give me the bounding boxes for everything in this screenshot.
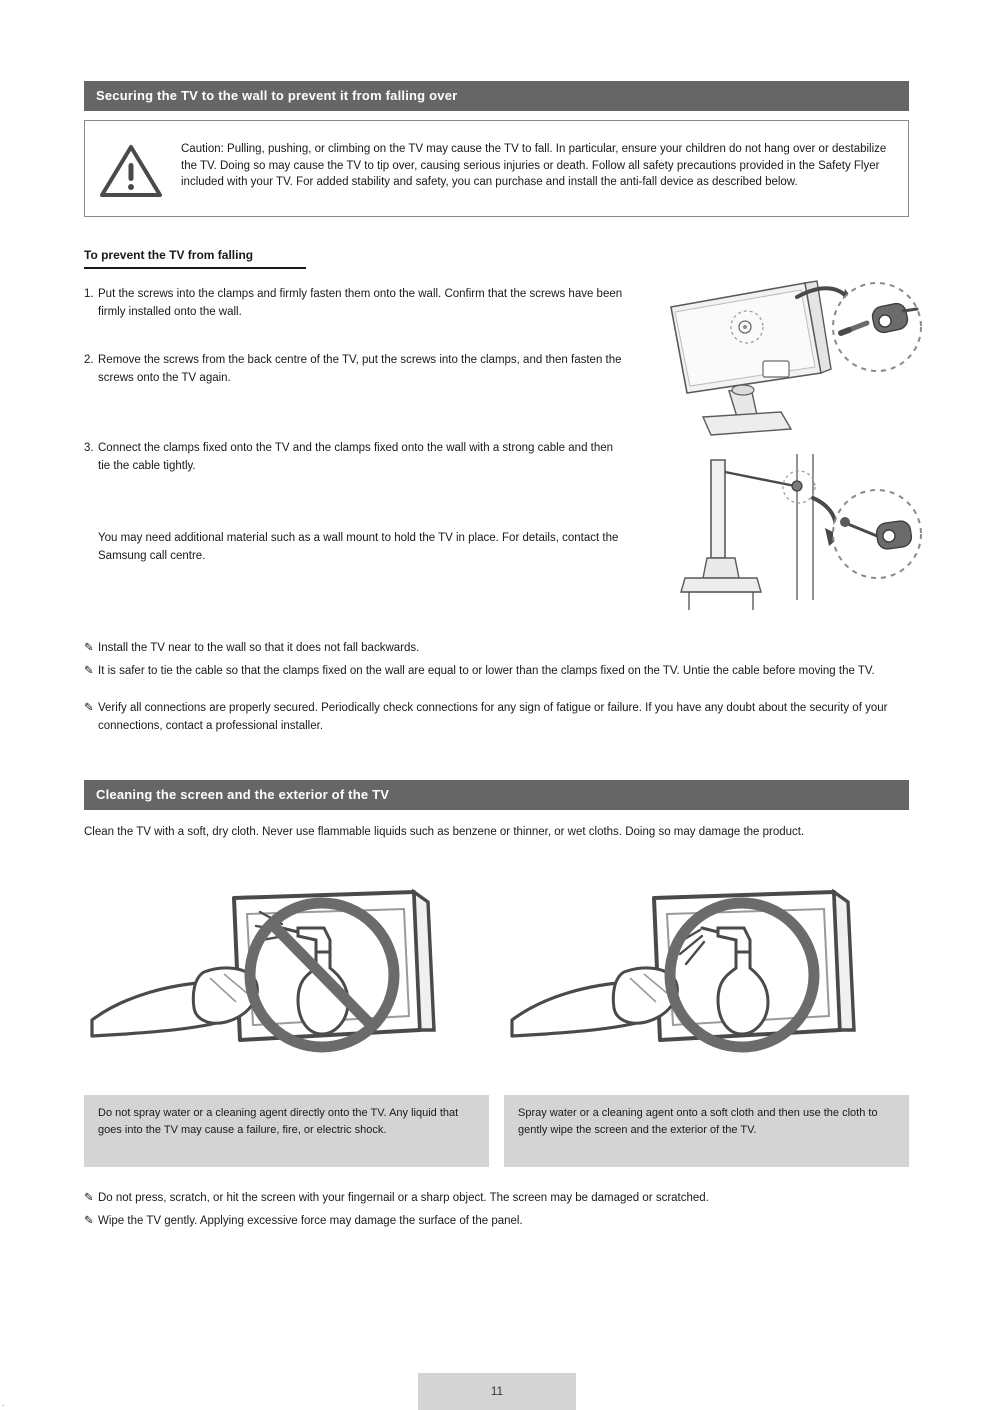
instruction-note-extra-material: [84, 530, 624, 571]
cleaning-intro-text: Clean the TV with a soft, dry cloth. Never use flammable liquids such as benzene or thinner, or wet cloths. Doing so may damage the product.: [84, 826, 805, 838]
cleaning-caption-left: Do not spray water or a cleaning agent directly onto the TV. Any liquid that goes into the TV may cause a failure, fire, or electric shock.: [84, 1095, 489, 1167]
spray-on-cloth-allowed-figure: [504, 880, 909, 1095]
step-number: 1.: [84, 288, 94, 300]
anti-falling-notes-group-2: [84, 700, 909, 741]
instruction-step-3: [84, 440, 624, 481]
instruction-step-2: [84, 352, 624, 393]
cleaning-notes: [84, 1190, 909, 1236]
instruction-step-1: [84, 286, 624, 327]
note-item: [84, 700, 909, 736]
note-text: It is safer to tie the cable so that the clamps fixed on the wall are equal to or lower than the clamps fixed on the TV. Untie the cable before moving the TV.: [98, 664, 875, 677]
note-item: [84, 663, 909, 681]
note-bullet-icon: ✎: [84, 1192, 94, 1204]
subsection-heading: To prevent the TV from falling: [84, 248, 306, 269]
note-text: Do not press, scratch, or hit the screen with your fingernail or a sharp object. The screen may be damaged or scratched.: [98, 1192, 709, 1204]
note-text: Verify all connections are properly secured. Periodically check connections for any sign of fatigue or failure. If you have any doubt about the security of your connections, contact a professional installer.: [98, 702, 888, 732]
note-bullet-icon: ✎: [84, 1214, 94, 1227]
note-bullet-icon: ✎: [84, 642, 94, 654]
note-item: [84, 1190, 909, 1208]
step-text: Connect the clamps fixed onto the TV and the clamps fixed onto the wall with a strong cable and then tie the cable tightly.: [98, 442, 614, 472]
note-bullet-icon: ✎: [84, 702, 94, 714]
step-text: Remove the screws from the back centre of the TV, put the screws into the clamps, and then fasten the screws onto the TV again.: [98, 354, 622, 384]
section-header-cleaning-label: Cleaning the screen and the exterior of the TV: [96, 787, 390, 802]
wall-clamp-figure: [645, 450, 930, 615]
section-header-cleaning: [84, 780, 909, 810]
cleaning-figure-right: [504, 880, 909, 1170]
cleaning-figures: [84, 880, 909, 1170]
tv-back-screw-figure: [645, 265, 930, 455]
warning-text: Caution: Pulling, pushing, or climbing on the TV may cause the TV to fall. In particular, ensure your children do not hang over or destabilize the TV. Doing so may cause the TV to tip over, causing serious injuries or death. Follow all safety precautions provided in the Safety Flyer included with your TV. For added stability and safety, you can purchase and install the anti-fall device as described below.: [181, 143, 887, 189]
section-header-anti-falling-label: Securing the TV to the wall to prevent it from falling over: [96, 88, 458, 103]
note-item: [84, 640, 909, 658]
cleaning-figure-left: [84, 880, 489, 1170]
spray-directly-prohibited-figure: [84, 880, 489, 1095]
section-header-anti-falling: [84, 81, 909, 111]
step-text: Put the screws into the clamps and firmly fasten them onto the wall. Confirm that the screws have been firmly installed onto the wall.: [98, 288, 623, 318]
note-item: [84, 1213, 909, 1231]
step-number: 2.: [84, 354, 94, 366]
warning-triangle-icon: [99, 143, 163, 199]
corner-mark: .: [2, 1398, 5, 1408]
warning-box: [84, 120, 909, 217]
note-text: Install the TV near to the wall so that it does not fall backwards.: [98, 642, 420, 654]
note-text: Wipe the TV gently. Applying excessive force may damage the surface of the panel.: [98, 1214, 523, 1227]
cleaning-caption-right: Spray water or a cleaning agent onto a soft cloth and then use the cloth to gently wipe the screen and the exterior of the TV.: [504, 1095, 909, 1167]
step-number: [84, 530, 98, 566]
page-number: 11: [490, 1384, 504, 1398]
step-number: 3.: [84, 442, 94, 454]
step-text: You may need additional material such as a wall mount to hold the TV in place. For details, contact the Samsung call centre.: [98, 532, 619, 562]
note-bullet-icon: ✎: [84, 664, 94, 677]
anti-falling-notes-group-1: [84, 640, 909, 686]
